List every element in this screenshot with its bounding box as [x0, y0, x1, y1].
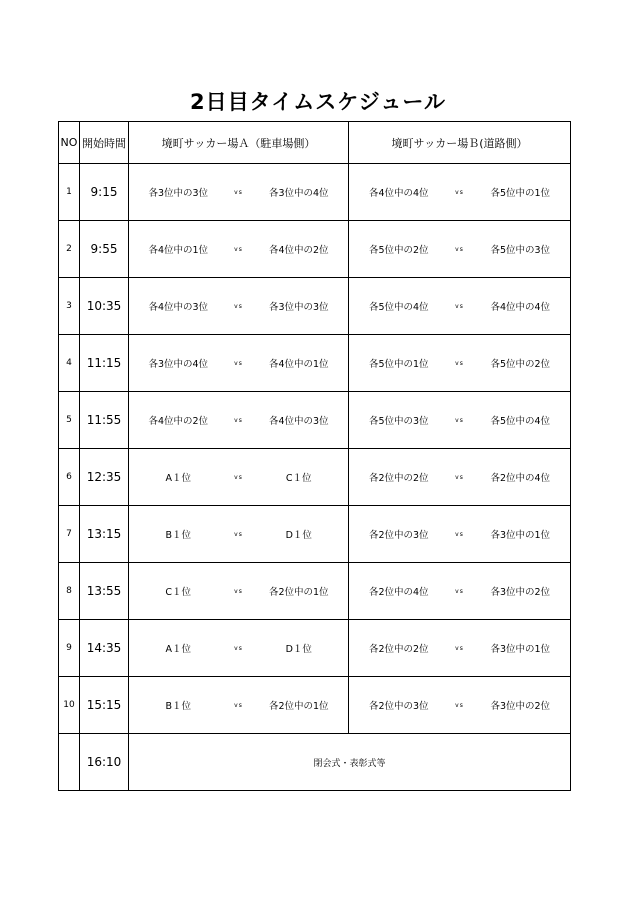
field-b-home-team: 各5位中の2位	[368, 245, 429, 256]
field-a-home-team: 各3位中の3位	[148, 188, 209, 199]
schedule-row	[59, 506, 571, 563]
field-b-home-team: 各2位中の2位	[368, 644, 429, 655]
row-number: 3	[59, 278, 80, 335]
vs-label: vs	[455, 701, 464, 709]
field-a-away-team: 各3位中の4位	[268, 188, 329, 199]
row-number: 6	[59, 449, 80, 506]
field-a-match	[129, 506, 349, 563]
header-field-b: 境町サッカー場Ｂ(道路側）	[349, 122, 571, 164]
field-a-match	[129, 278, 349, 335]
row-start-time: 15:15	[80, 677, 129, 734]
row-number: 4	[59, 335, 80, 392]
field-b-home-team: 各2位中の3位	[368, 530, 429, 541]
field-a-away-team: 各4位中の3位	[268, 416, 329, 427]
closing-row	[59, 734, 571, 791]
page-title: 2日目タイムスケジュール	[190, 90, 446, 114]
closing-time: 16:10	[80, 734, 129, 791]
field-b-away-team: 各3位中の1位	[490, 530, 551, 541]
row-number: 9	[59, 620, 80, 677]
vs-label: vs	[455, 587, 464, 595]
vs-label: vs	[455, 359, 464, 367]
field-b-match	[349, 506, 571, 563]
schedule-row	[59, 677, 571, 734]
vs-label: vs	[455, 245, 464, 253]
field-b-match	[349, 221, 571, 278]
field-a-away-team: 各2位中の1位	[268, 701, 329, 712]
field-b-match	[349, 620, 571, 677]
row-start-time: 9:55	[80, 221, 129, 278]
field-b-away-team: 各5位中の1位	[490, 188, 551, 199]
field-a-match	[129, 677, 349, 734]
field-b-home-team: 各4位中の4位	[368, 188, 429, 199]
vs-label: vs	[455, 188, 464, 196]
field-b-away-team: 各5位中の2位	[490, 359, 551, 370]
field-b-home-team: 各5位中の1位	[368, 359, 429, 370]
row-number: 5	[59, 392, 80, 449]
field-b-away-team: 各2位中の4位	[490, 473, 551, 484]
field-a-home-team: 各4位中の3位	[148, 302, 209, 313]
vs-label: vs	[234, 359, 243, 367]
schedule-row	[59, 278, 571, 335]
field-b-match	[349, 164, 571, 221]
field-b-home-team: 各2位中の3位	[368, 701, 429, 712]
field-b-home-team: 各5位中の4位	[368, 302, 429, 313]
closing-row-number	[59, 734, 80, 791]
field-b-home-team: 各2位中の2位	[368, 473, 429, 484]
closing-ceremony-label: 閉会式・表彰式等	[129, 734, 571, 791]
vs-label: vs	[455, 644, 464, 652]
field-b-away-team: 各5位中の3位	[490, 245, 551, 256]
field-a-match	[129, 164, 349, 221]
field-a-match	[129, 335, 349, 392]
vs-label: vs	[455, 473, 464, 481]
schedule-row	[59, 221, 571, 278]
schedule-row	[59, 449, 571, 506]
field-a-home-team: B１位	[165, 530, 192, 541]
field-a-away-team: 各4位中の2位	[268, 245, 329, 256]
row-start-time: 10:35	[80, 278, 129, 335]
row-number: 1	[59, 164, 80, 221]
field-a-home-team: A１位	[165, 473, 191, 484]
row-start-time: 12:35	[80, 449, 129, 506]
field-a-match	[129, 620, 349, 677]
field-b-match	[349, 392, 571, 449]
field-a-home-team: 各4位中の2位	[148, 416, 209, 427]
field-a-home-team: 各4位中の1位	[148, 245, 209, 256]
row-start-time: 11:55	[80, 392, 129, 449]
header-start-time: 開始時間	[80, 122, 129, 164]
field-b-away-team: 各3位中の1位	[490, 644, 551, 655]
row-number: 7	[59, 506, 80, 563]
field-a-away-team: 各2位中の1位	[268, 587, 329, 598]
field-a-match	[129, 563, 349, 620]
schedule-body	[59, 122, 571, 791]
row-number: 10	[59, 677, 80, 734]
schedule-row	[59, 563, 571, 620]
field-a-match	[129, 221, 349, 278]
schedule-row	[59, 392, 571, 449]
vs-label: vs	[234, 188, 243, 196]
schedule-row	[59, 620, 571, 677]
vs-label: vs	[234, 245, 243, 253]
field-b-home-team: 各5位中の3位	[368, 416, 429, 427]
field-b-away-team: 各5位中の4位	[490, 416, 551, 427]
header-row	[59, 122, 571, 164]
field-a-home-team: A１位	[165, 644, 191, 655]
field-a-match	[129, 449, 349, 506]
field-b-match	[349, 563, 571, 620]
row-start-time: 13:55	[80, 563, 129, 620]
field-b-match	[349, 335, 571, 392]
field-a-away-team: 各3位中の3位	[268, 302, 329, 313]
vs-label: vs	[234, 302, 243, 310]
vs-label: vs	[234, 416, 243, 424]
row-number: 8	[59, 563, 80, 620]
field-b-match	[349, 677, 571, 734]
row-start-time: 11:15	[80, 335, 129, 392]
schedule-table	[58, 121, 571, 791]
field-a-away-team: 各4位中の1位	[268, 359, 329, 370]
field-a-away-team: D１位	[285, 530, 312, 541]
vs-label: vs	[455, 530, 464, 538]
vs-label: vs	[234, 701, 243, 709]
field-a-home-team: 各3位中の4位	[148, 359, 209, 370]
vs-label: vs	[455, 302, 464, 310]
field-b-away-team: 各3位中の2位	[490, 587, 551, 598]
field-b-home-team: 各2位中の4位	[368, 587, 429, 598]
field-b-match	[349, 278, 571, 335]
vs-label: vs	[234, 644, 243, 652]
field-a-home-team: C１位	[165, 587, 192, 598]
field-a-away-team: D１位	[285, 644, 312, 655]
schedule-row	[59, 164, 571, 221]
vs-label: vs	[234, 587, 243, 595]
row-number: 2	[59, 221, 80, 278]
field-a-home-team: B１位	[165, 701, 192, 712]
field-a-away-team: C１位	[285, 473, 312, 484]
row-start-time: 9:15	[80, 164, 129, 221]
vs-label: vs	[234, 473, 243, 481]
row-start-time: 13:15	[80, 506, 129, 563]
vs-label: vs	[234, 530, 243, 538]
field-b-match	[349, 449, 571, 506]
header-no: NO	[59, 122, 80, 164]
field-a-match	[129, 392, 349, 449]
row-start-time: 14:35	[80, 620, 129, 677]
header-field-a: 境町サッカー場Ａ（駐車場側）	[129, 122, 349, 164]
field-b-away-team: 各3位中の2位	[490, 701, 551, 712]
schedule-row	[59, 335, 571, 392]
vs-label: vs	[455, 416, 464, 424]
field-b-away-team: 各4位中の4位	[490, 302, 551, 313]
